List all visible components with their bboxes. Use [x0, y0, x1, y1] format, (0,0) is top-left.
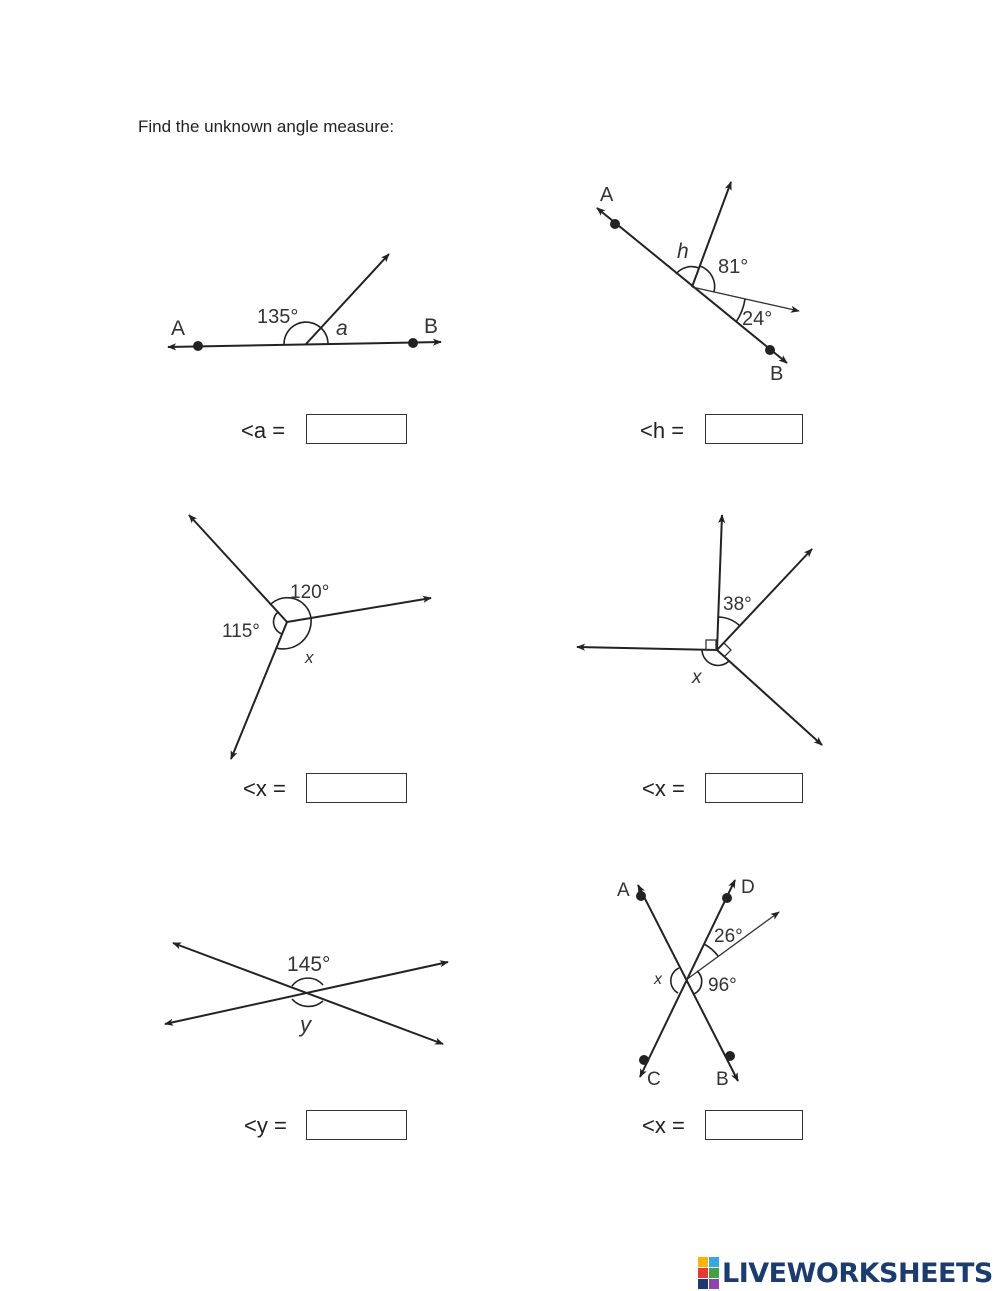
answer-input-h[interactable]	[705, 414, 803, 444]
answer-label-x2: <x =	[642, 776, 685, 801]
answer-input-x2[interactable]	[705, 773, 803, 803]
answer-input-y[interactable]	[306, 1110, 407, 1140]
answer-label-h: <h =	[640, 418, 685, 443]
label-y-angle: y	[300, 1012, 311, 1037]
label-x-angle: x	[692, 667, 702, 688]
label-b-point: B	[424, 315, 439, 338]
label-24: 24°	[742, 308, 773, 330]
logo-square	[709, 1257, 719, 1267]
label-x-angle: x	[654, 971, 662, 988]
label-115: 115°	[222, 621, 260, 642]
answer-label-y: <y =	[244, 1113, 287, 1138]
point-c	[639, 1055, 649, 1065]
point-b	[725, 1051, 735, 1061]
label-120: 120°	[290, 582, 330, 603]
answer-input-a[interactable]	[306, 414, 407, 444]
label-145: 145°	[287, 953, 331, 976]
label-b-point: B	[770, 363, 784, 385]
label-x-angle: x	[305, 648, 314, 667]
point-d	[722, 893, 732, 903]
label-a-point: A	[171, 317, 186, 340]
label-96: 96°	[708, 975, 737, 996]
logo-square	[698, 1257, 708, 1267]
label-135: 135°	[257, 306, 299, 328]
label-b-point: B	[716, 1069, 729, 1090]
label-h-angle: h	[677, 240, 689, 263]
answer-label-x3: <x =	[642, 1113, 685, 1138]
label-a-angle: a	[336, 317, 348, 340]
label-d-point: D	[741, 877, 755, 898]
label-26: 26°	[714, 926, 743, 947]
label-38: 38°	[723, 594, 752, 615]
label-a-point: A	[617, 880, 630, 901]
logo-square	[698, 1268, 708, 1278]
logo-text: LIVEWORKSHEETS	[722, 1257, 993, 1289]
answer-input-x3[interactable]	[705, 1110, 803, 1140]
logo-square	[709, 1268, 719, 1278]
instruction-text: Find the unknown angle measure:	[138, 117, 395, 136]
angle-arc-96	[694, 971, 702, 994]
liveworksheets-logo	[698, 1258, 993, 1288]
answer-input-x1[interactable]	[306, 773, 407, 803]
answer-label-a: <a =	[241, 418, 286, 443]
logo-square	[709, 1279, 719, 1289]
label-a-point: A	[600, 184, 614, 206]
logo-squares-icon	[698, 1257, 719, 1289]
label-c-point: C	[647, 1069, 661, 1090]
label-81: 81°	[718, 256, 749, 278]
angle-arc-x	[671, 968, 679, 993]
logo-square	[698, 1279, 708, 1289]
answer-label-x1: <x =	[243, 776, 286, 801]
point-a	[636, 891, 646, 901]
